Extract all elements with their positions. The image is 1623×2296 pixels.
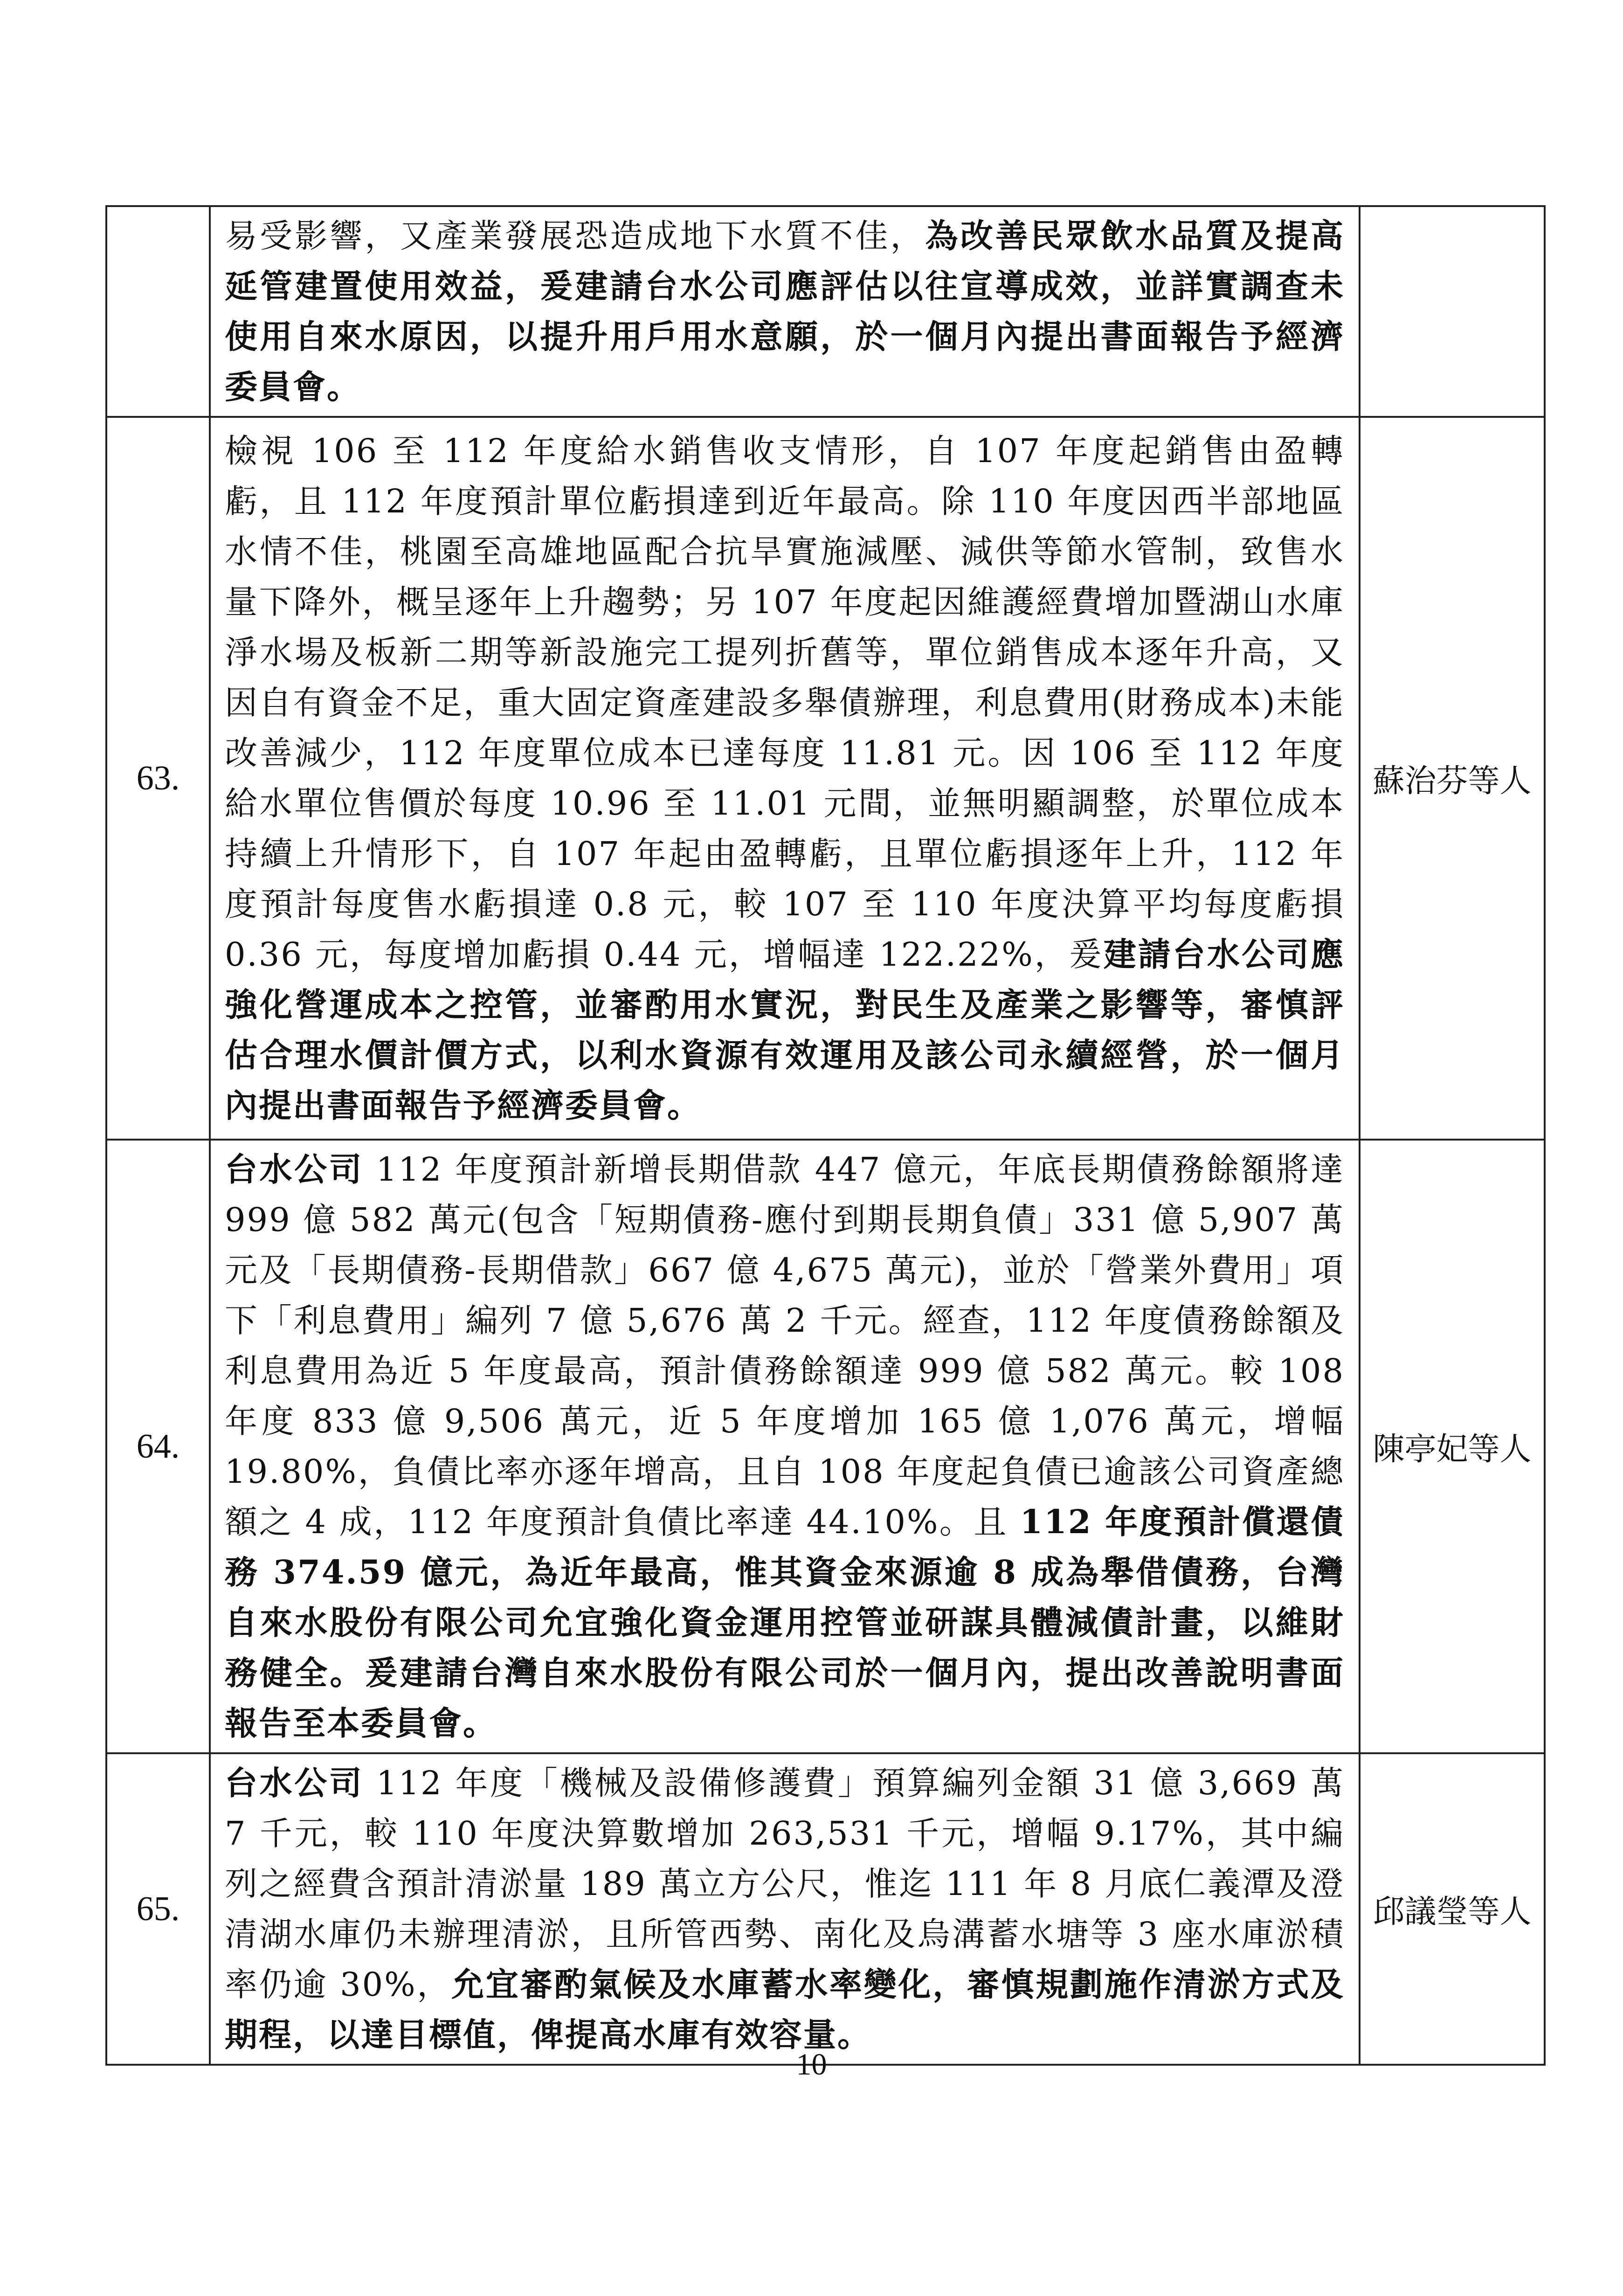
item-number: 63.: [106, 417, 210, 1140]
item-content: [210, 1753, 1360, 2065]
content-text-bold: 台水公司: [225, 1150, 364, 1189]
content-text-bold: 為改善民眾飲水品質及提高延管建置使用效益，爰建請台水公司應評估以往宣導成效，並詳實調查未使用自來水原因，以提升用戶用水意願，於一個月內提出書面報告予經濟委員會。: [225, 216, 1345, 406]
proposer: [1360, 206, 1545, 417]
content-text-bold: 台水公司: [225, 1763, 364, 1802]
item-content: [210, 206, 1360, 417]
proposal-table: [105, 205, 1546, 2066]
proposer: 蘇治芬等人: [1360, 417, 1545, 1140]
content-text-bold: 允宜審酌氣候及水庫蓄水率變化，審慎規劃施作清淤方式及期程，以達目標值，俾提高水庫有效容量。: [225, 1965, 1345, 2054]
content-text-bold: 建請台水公司應強化營運成本之控管，並審酌用水實況，對民生及產業之影響等，審慎評估合理水價計價方式，以利水資源有效運用及該公司永續經營，於一個月內提出書面報告予經濟委員會。: [225, 935, 1345, 1125]
proposer: 邱議瑩等人: [1360, 1753, 1545, 2065]
content-text: 112 年度預計新增長期借款 447 億元，年底長期債務餘額將達 999 億 582 萬元(包含「短期債務-應付到期長期負債」331 億 5,907 萬元及「長期債務-長期借款」667 億 4,675 萬元)，並於「營業外費用」項下「利息費用」編列 7 億 5,676 萬 2 千元。經查，112 年度債務餘額及利息費用為近 5 年度最高，預計債務餘額達 999 億 582 萬元。較 108 年度 833 億 9,506 萬元，近 5 年度增加 165 億 1,076 萬元，增幅 19.80%，負債比率亦逐年增高，且自 108 年度起負債已逾該公司資產總額之 4 成，112 年度預計負債比率達 44.10%。且: [225, 1150, 1345, 1541]
proposer: 陳亭妃等人: [1360, 1140, 1545, 1753]
table-row: [106, 1140, 1545, 1753]
table-row: [106, 206, 1545, 417]
content-text: 易受影響，又產業發展恐造成地下水質不佳，: [225, 217, 925, 255]
content-text: 112 年度「機械及設備修護費」預算編列金額 31 億 3,669 萬 7 千元，較 110 年度決算數增加 263,531 千元，增幅 9.17%，其中編列之經費含預計清淤量 189 萬立方公尺，惟迄 111 年 8 月底仁義潭及澄清湖水庫仍未辦理清淤，且所管西勢、南化及烏溝蓄水塘等 3 座水庫淤積率仍逾 30%，: [225, 1764, 1345, 2004]
content-text-bold: 112 年度預計償還債務 374.59 億元，為近年最高，惟其資金來源逾 8 成為舉借債務，台灣自來水股份有限公司允宜強化資金運用控管並研謀具體減債計畫，以維財務健全。爰建請台灣自來水股份有限公司於一個月內，提出改善說明書面報告至本委員會。: [225, 1502, 1345, 1743]
item-number: 65.: [106, 1753, 210, 2065]
item-number: 64.: [106, 1140, 210, 1753]
item-number: [106, 206, 210, 417]
table-row: [106, 1753, 1545, 2065]
content-text: 檢視 106 至 112 年度給水銷售收支情形，自 107 年度起銷售由盈轉虧，且 112 年度預計單位虧損達到近年最高。除 110 年度因西半部地區水情不佳，桃園至高雄地區配合抗旱實施減壓、減供等節水管制，致售水量下降外，概呈逐年上升趨勢；另 107 年度起因維護經費增加暨湖山水庫淨水場及板新二期等新設施完工提列折舊等，單位銷售成本逐年升高，又因自有資金不足，重大固定資產建設多舉債辦理，利息費用(財務成本)未能改善減少，112 年度單位成本已達每度 11.81 元。因 106 至 112 年度給水單位售價於每度 10.96 至 11.01 元間，並無明顯調整，於單位成本持續上升情形下，自 107 年起由盈轉虧，且單位虧損逐年上升，112 年度預計每度售水虧損達 0.8 元，較 107 至 110 年度決算平均每度虧損 0.36 元，每度增加虧損 0.44 元，增幅達 122.22%，爰: [225, 432, 1345, 974]
page-number: 10: [796, 2047, 827, 2082]
item-content: [210, 417, 1360, 1140]
table-row: [106, 417, 1545, 1140]
item-content: [210, 1140, 1360, 1753]
